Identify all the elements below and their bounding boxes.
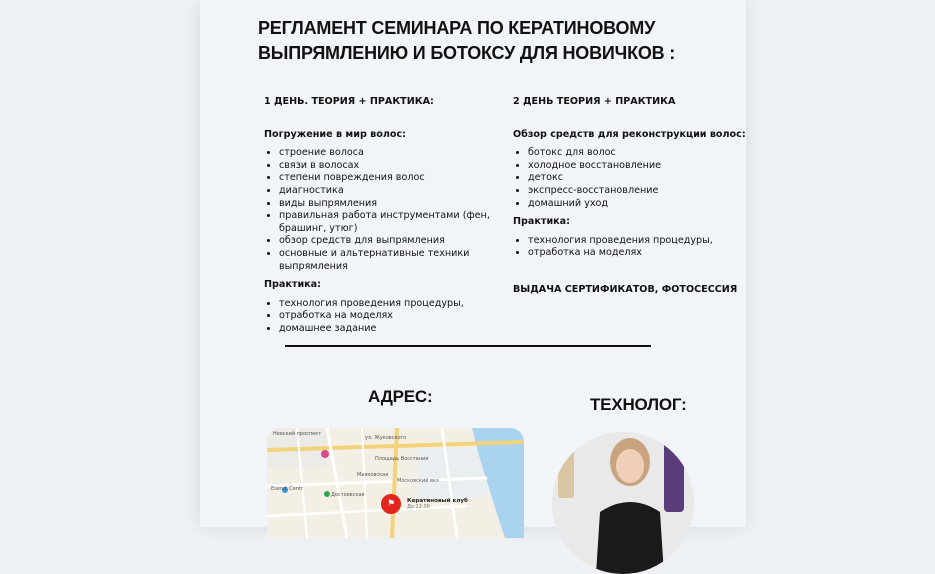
list-item: • домашнее задание [279, 323, 509, 336]
list-item: • строение волоса [279, 147, 509, 160]
day2-column [513, 96, 758, 297]
address-heading: АДРЕС: [368, 387, 433, 406]
list-item: • диагностика [279, 185, 509, 198]
map-graphic [267, 428, 524, 538]
day1-heading: 1 ДЕНЬ. ТЕОРИЯ + ПРАКТИКА: [264, 96, 434, 107]
day1-practice-title: Практика: [264, 279, 321, 291]
list-item: • правильная работа инструментами (фен, брашинг, утюг) [279, 210, 509, 235]
map-label-dostoevskaya: Достоевская [331, 492, 365, 498]
map-label-zhukovsky: ул. Жуковского [365, 435, 407, 441]
map-label-nevsky: Невский проспект [273, 431, 322, 437]
day2-section-title: Обзор средств для реконструкции волос: [513, 128, 746, 140]
location-pin-icon: ⚑ [381, 494, 401, 514]
day1-section-list [264, 147, 509, 273]
technologist-photo [552, 432, 694, 574]
page-title: РЕГЛАМЕНТ СЕМИНАРА ПО КЕРАТИНОВОМУ ВЫПРЯМЛЕНИЮ И БОТОКСУ ДЛЯ НОВИЧКОВ : [258, 18, 676, 63]
day1-practice-list [264, 298, 509, 336]
map-label-esendi: Esendi Centr [271, 486, 303, 492]
list-item: • виды выпрямления [279, 198, 509, 211]
day2-heading: 2 ДЕНЬ ТЕОРИЯ + ПРАКТИКА [513, 96, 676, 107]
map-label-mayakovskaya: Маяковская [357, 472, 389, 478]
list-item: • холодное восстановление [528, 160, 758, 173]
certificate-note: ВЫДАЧА СЕРТИФИКАТОВ, ФОТОСЕССИЯ [513, 283, 738, 295]
day1-column [264, 96, 509, 336]
list-item: • степени повреждения волос [279, 172, 509, 185]
list-item: • домашний уход [528, 198, 758, 211]
list-item: • отработка на моделях [528, 247, 758, 260]
section-divider [285, 345, 651, 347]
list-item: • технология проведения процедуры, [528, 235, 758, 248]
address-map[interactable] [267, 428, 524, 538]
day2-section-list [513, 147, 758, 210]
technologist-illustration [552, 432, 694, 574]
technologist-heading: ТЕХНОЛОГ: [590, 395, 687, 414]
map-label-vosstaniya: Площадь Восстания [375, 456, 429, 462]
list-item: • экспресс-восстановление [528, 185, 758, 198]
day1-section-title: Погружение в мир волос: [264, 128, 406, 140]
place-name: Кератиновый клуб [407, 498, 468, 504]
list-item: • ботокс для волос [528, 147, 758, 160]
day2-practice-list [513, 235, 758, 260]
day2-practice-title: Практика: [513, 216, 570, 228]
map-place-marker[interactable] [381, 494, 468, 514]
list-item: • детокс [528, 172, 758, 185]
list-item: • связи в волосах [279, 160, 509, 173]
place-hours: До 22:00 [407, 504, 430, 510]
list-item: • основные и альтернативные техники выпрямления [279, 248, 509, 273]
map-label-moskovsky: Московский вкз [397, 478, 439, 484]
content-page [200, 0, 746, 527]
list-item: • отработка на моделях [279, 310, 509, 323]
list-item: • обзор средств для выпрямления [279, 235, 509, 248]
list-item: • технология проведения процедуры, [279, 298, 509, 311]
